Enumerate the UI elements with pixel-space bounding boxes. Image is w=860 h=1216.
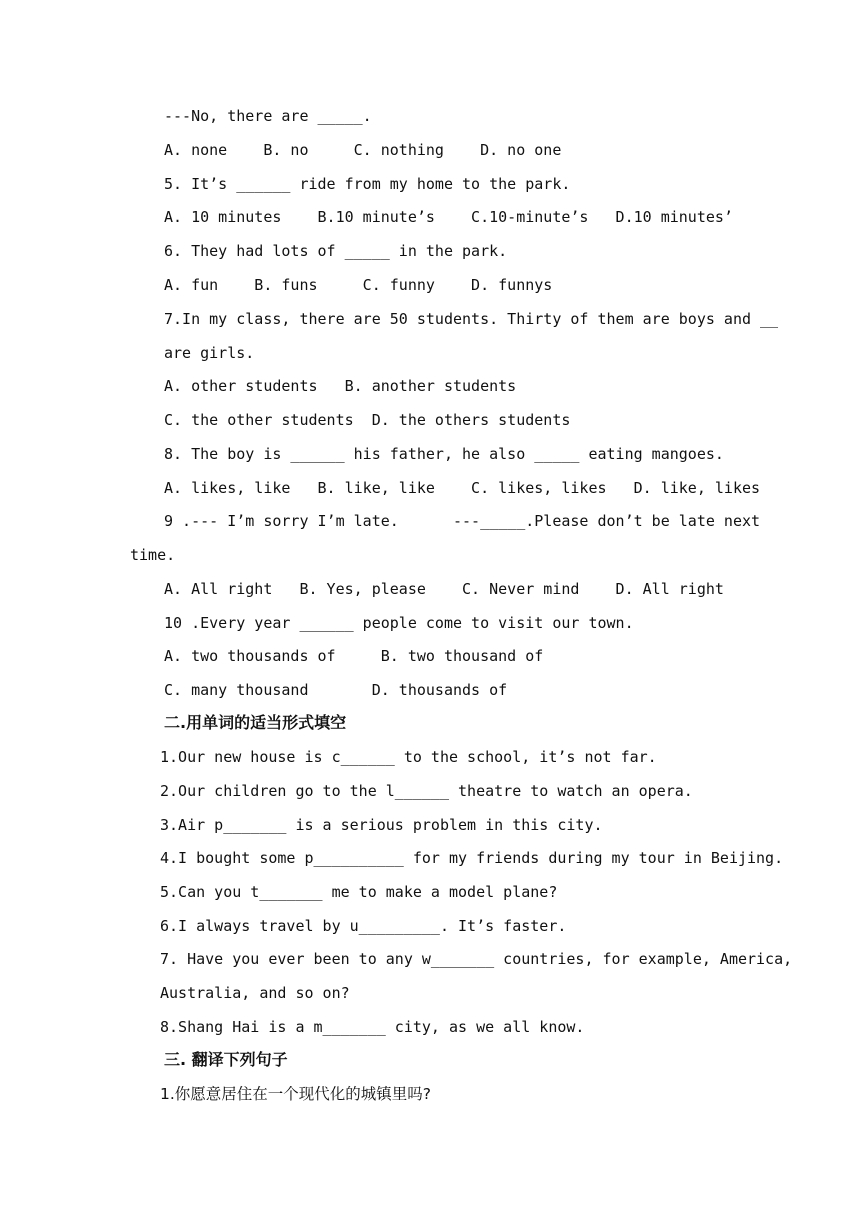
fill-blank-line: 1.Our new house is c______ to the school, it’s not far. bbox=[160, 748, 657, 766]
question-line-continued: are girls. bbox=[164, 344, 255, 362]
question-line: 7.In my class, there are 50 students. Thirty of them are boys and __ bbox=[164, 310, 779, 328]
section-heading: 二.用单词的适当形式填空 bbox=[164, 713, 347, 732]
fill-blank-line: 4.I bought some p__________ for my friends during my tour in Beijing. bbox=[160, 849, 784, 867]
fill-blank-line: 3.Air p_______ is a serious problem in this city. bbox=[160, 816, 603, 834]
question-line: 5. It’s ______ ride from my home to the park. bbox=[164, 175, 571, 193]
fill-blank-line: 6.I always travel by u_________. It’s faster. bbox=[160, 917, 567, 935]
fill-blank-line-continued: Australia, and so on? bbox=[160, 984, 350, 1002]
options-line: A. 10 minutes B.10 minute’s C.10-minute’s D.10 minutes’ bbox=[164, 208, 733, 226]
translation-line: 1.你愿意居住在一个现代化的城镇里吗? bbox=[160, 1085, 432, 1103]
fill-blank-line: 2.Our children go to the l______ theatre to watch an opera. bbox=[160, 782, 693, 800]
question-line: 6. They had lots of _____ in the park. bbox=[164, 242, 508, 260]
options-line: A. two thousands of B. two thousand of bbox=[164, 647, 544, 665]
options-line: C. many thousand D. thousands of bbox=[164, 681, 508, 699]
question-line: 10 .Every year ______ people come to visit our town. bbox=[164, 614, 634, 632]
question-line-continued: time. bbox=[130, 546, 176, 564]
fill-blank-line: 5.Can you t_______ me to make a model plane? bbox=[160, 883, 558, 901]
options-line: A. none B. no C. nothing D. no one bbox=[164, 141, 562, 159]
options-line: C. the other students D. the others students bbox=[164, 411, 571, 429]
question-line: ---No, there are _____. bbox=[164, 107, 372, 125]
question-line: 9 .--- I’m sorry I’m late. ---_____.Please don’t be late next bbox=[164, 512, 761, 530]
options-line: A. All right B. Yes, please C. Never mind D. All right bbox=[164, 580, 724, 598]
fill-blank-line: 7. Have you ever been to any w_______ countries, for example, America, bbox=[160, 950, 793, 968]
options-line: A. other students B. another students bbox=[164, 377, 517, 395]
section-heading: 三. 翻译下列句子 bbox=[164, 1050, 288, 1069]
options-line: A. likes, like B. like, like C. likes, likes D. like, likes bbox=[164, 479, 761, 497]
question-line: 8. The boy is ______ his father, he also _____ eating mangoes. bbox=[164, 445, 724, 463]
fill-blank-line: 8.Shang Hai is a m_______ city, as we all know. bbox=[160, 1018, 585, 1036]
options-line: A. fun B. funs C. funny D. funnys bbox=[164, 276, 553, 294]
